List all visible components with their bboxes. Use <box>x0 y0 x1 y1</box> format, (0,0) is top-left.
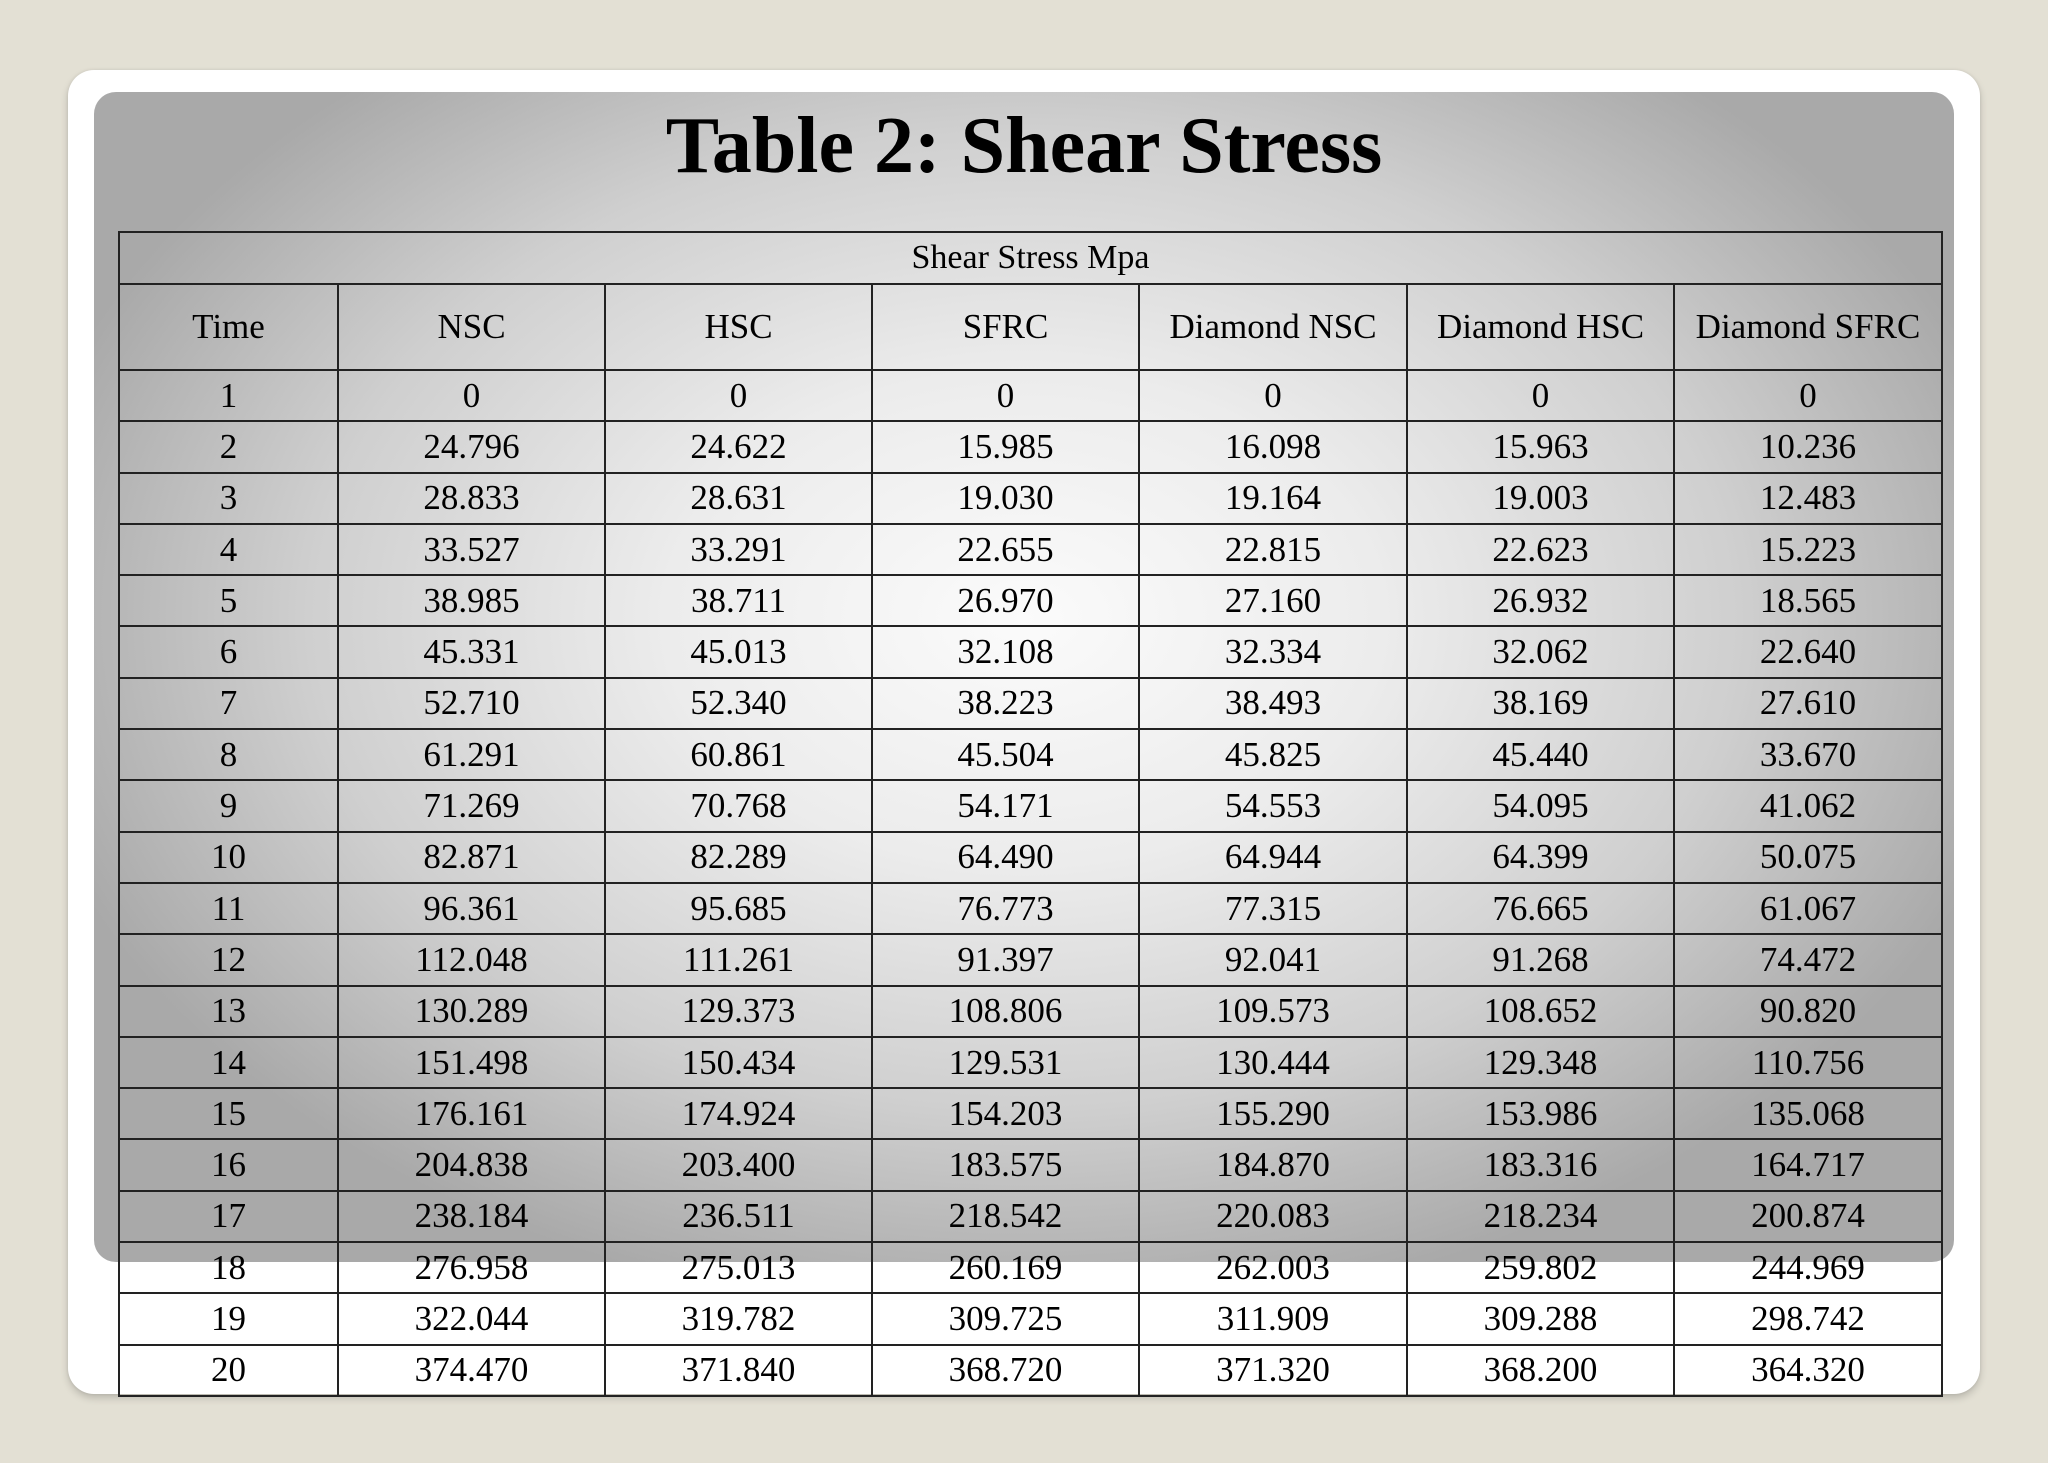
table-row <box>119 934 1942 985</box>
value-cell: 154.203 <box>872 1088 1139 1139</box>
group-header-cell: Shear Stress Mpa <box>119 232 1942 284</box>
value-cell: 109.573 <box>1139 986 1407 1037</box>
value-cell: 74.472 <box>1674 934 1942 985</box>
value-cell: 33.527 <box>338 524 605 575</box>
table-row <box>119 986 1942 1037</box>
value-cell: 52.710 <box>338 678 605 729</box>
value-cell: 45.825 <box>1139 729 1407 780</box>
value-cell: 18.565 <box>1674 575 1942 626</box>
value-cell: 96.361 <box>338 883 605 934</box>
time-cell: 13 <box>119 986 338 1037</box>
value-cell: 309.725 <box>872 1293 1139 1344</box>
value-cell: 76.773 <box>872 883 1139 934</box>
table-row <box>119 1037 1942 1088</box>
value-cell: 183.575 <box>872 1139 1139 1190</box>
value-cell: 24.796 <box>338 421 605 472</box>
table-row <box>119 832 1942 883</box>
value-cell: 374.470 <box>338 1345 605 1396</box>
time-cell: 8 <box>119 729 338 780</box>
value-cell: 108.806 <box>872 986 1139 1037</box>
value-cell: 276.958 <box>338 1242 605 1293</box>
value-cell: 364.320 <box>1674 1345 1942 1396</box>
value-cell: 45.504 <box>872 729 1139 780</box>
value-cell: 27.160 <box>1139 575 1407 626</box>
value-cell: 322.044 <box>338 1293 605 1344</box>
value-cell: 309.288 <box>1407 1293 1674 1344</box>
value-cell: 130.444 <box>1139 1037 1407 1088</box>
time-cell: 7 <box>119 678 338 729</box>
table-row <box>119 678 1942 729</box>
value-cell: 32.334 <box>1139 626 1407 677</box>
time-cell: 10 <box>119 832 338 883</box>
value-cell: 220.083 <box>1139 1191 1407 1242</box>
time-cell: 3 <box>119 473 338 524</box>
shear-stress-table <box>118 231 1943 1397</box>
value-cell: 203.400 <box>605 1139 872 1190</box>
value-cell: 28.631 <box>605 473 872 524</box>
value-cell: 19.003 <box>1407 473 1674 524</box>
column-header: Diamond NSC <box>1139 284 1407 370</box>
value-cell: 28.833 <box>338 473 605 524</box>
value-cell: 260.169 <box>872 1242 1139 1293</box>
value-cell: 95.685 <box>605 883 872 934</box>
value-cell: 15.985 <box>872 421 1139 472</box>
value-cell: 371.320 <box>1139 1345 1407 1396</box>
value-cell: 176.161 <box>338 1088 605 1139</box>
value-cell: 19.164 <box>1139 473 1407 524</box>
time-cell: 2 <box>119 421 338 472</box>
value-cell: 0 <box>872 370 1139 421</box>
table-row <box>119 626 1942 677</box>
time-cell: 15 <box>119 1088 338 1139</box>
value-cell: 151.498 <box>338 1037 605 1088</box>
value-cell: 32.108 <box>872 626 1139 677</box>
value-cell: 150.434 <box>605 1037 872 1088</box>
value-cell: 38.985 <box>338 575 605 626</box>
table-row <box>119 1139 1942 1190</box>
value-cell: 0 <box>1407 370 1674 421</box>
page-title: Table 2: Shear Stress <box>665 102 1383 190</box>
value-cell: 200.874 <box>1674 1191 1942 1242</box>
value-cell: 71.269 <box>338 780 605 831</box>
table-row <box>119 780 1942 831</box>
value-cell: 129.531 <box>872 1037 1139 1088</box>
value-cell: 77.315 <box>1139 883 1407 934</box>
value-cell: 64.944 <box>1139 832 1407 883</box>
value-cell: 82.289 <box>605 832 872 883</box>
value-cell: 110.756 <box>1674 1037 1942 1088</box>
table-row <box>119 524 1942 575</box>
value-cell: 111.261 <box>605 934 872 985</box>
value-cell: 54.553 <box>1139 780 1407 831</box>
time-cell: 20 <box>119 1345 338 1396</box>
value-cell: 38.493 <box>1139 678 1407 729</box>
value-cell: 41.062 <box>1674 780 1942 831</box>
time-cell: 18 <box>119 1242 338 1293</box>
value-cell: 45.331 <box>338 626 605 677</box>
value-cell: 298.742 <box>1674 1293 1942 1344</box>
value-cell: 112.048 <box>338 934 605 985</box>
value-cell: 108.652 <box>1407 986 1674 1037</box>
column-header: SFRC <box>872 284 1139 370</box>
value-cell: 24.622 <box>605 421 872 472</box>
table-row <box>119 1088 1942 1139</box>
value-cell: 12.483 <box>1674 473 1942 524</box>
value-cell: 38.711 <box>605 575 872 626</box>
table-row <box>119 1191 1942 1242</box>
column-header: NSC <box>338 284 605 370</box>
value-cell: 184.870 <box>1139 1139 1407 1190</box>
value-cell: 174.924 <box>605 1088 872 1139</box>
value-cell: 15.223 <box>1674 524 1942 575</box>
value-cell: 60.861 <box>605 729 872 780</box>
value-cell: 129.348 <box>1407 1037 1674 1088</box>
value-cell: 22.623 <box>1407 524 1674 575</box>
value-cell: 38.169 <box>1407 678 1674 729</box>
column-header-row <box>119 284 1942 370</box>
table-row <box>119 883 1942 934</box>
value-cell: 135.068 <box>1674 1088 1942 1139</box>
table-row <box>119 729 1942 780</box>
column-header: Diamond SFRC <box>1674 284 1942 370</box>
table-body <box>119 370 1942 1396</box>
value-cell: 27.610 <box>1674 678 1942 729</box>
table-row <box>119 1293 1942 1344</box>
time-cell: 5 <box>119 575 338 626</box>
value-cell: 368.200 <box>1407 1345 1674 1396</box>
value-cell: 22.655 <box>872 524 1139 575</box>
time-cell: 4 <box>119 524 338 575</box>
value-cell: 130.289 <box>338 986 605 1037</box>
value-cell: 238.184 <box>338 1191 605 1242</box>
column-header: HSC <box>605 284 872 370</box>
time-cell: 1 <box>119 370 338 421</box>
value-cell: 54.171 <box>872 780 1139 831</box>
table-row <box>119 370 1942 421</box>
table-row <box>119 421 1942 472</box>
column-header: Time <box>119 284 338 370</box>
value-cell: 129.373 <box>605 986 872 1037</box>
value-cell: 19.030 <box>872 473 1139 524</box>
value-cell: 371.840 <box>605 1345 872 1396</box>
value-cell: 0 <box>605 370 872 421</box>
value-cell: 311.909 <box>1139 1293 1407 1344</box>
value-cell: 50.075 <box>1674 832 1942 883</box>
value-cell: 262.003 <box>1139 1242 1407 1293</box>
value-cell: 236.511 <box>605 1191 872 1242</box>
table-row <box>119 473 1942 524</box>
value-cell: 52.340 <box>605 678 872 729</box>
value-cell: 64.490 <box>872 832 1139 883</box>
value-cell: 164.717 <box>1674 1139 1942 1190</box>
group-header-row <box>119 232 1942 284</box>
value-cell: 319.782 <box>605 1293 872 1344</box>
time-cell: 17 <box>119 1191 338 1242</box>
time-cell: 16 <box>119 1139 338 1190</box>
value-cell: 33.670 <box>1674 729 1942 780</box>
value-cell: 368.720 <box>872 1345 1139 1396</box>
value-cell: 26.932 <box>1407 575 1674 626</box>
time-cell: 12 <box>119 934 338 985</box>
value-cell: 218.542 <box>872 1191 1139 1242</box>
value-cell: 61.291 <box>338 729 605 780</box>
column-header: Diamond HSC <box>1407 284 1674 370</box>
value-cell: 45.013 <box>605 626 872 677</box>
value-cell: 204.838 <box>338 1139 605 1190</box>
value-cell: 10.236 <box>1674 421 1942 472</box>
value-cell: 54.095 <box>1407 780 1674 831</box>
value-cell: 22.640 <box>1674 626 1942 677</box>
time-cell: 6 <box>119 626 338 677</box>
value-cell: 0 <box>1139 370 1407 421</box>
value-cell: 90.820 <box>1674 986 1942 1037</box>
value-cell: 91.397 <box>872 934 1139 985</box>
value-cell: 275.013 <box>605 1242 872 1293</box>
table-row <box>119 1345 1942 1396</box>
value-cell: 16.098 <box>1139 421 1407 472</box>
value-cell: 61.067 <box>1674 883 1942 934</box>
value-cell: 92.041 <box>1139 934 1407 985</box>
value-cell: 33.291 <box>605 524 872 575</box>
value-cell: 218.234 <box>1407 1191 1674 1242</box>
value-cell: 38.223 <box>872 678 1139 729</box>
value-cell: 153.986 <box>1407 1088 1674 1139</box>
time-cell: 14 <box>119 1037 338 1088</box>
table-row <box>119 1242 1942 1293</box>
value-cell: 22.815 <box>1139 524 1407 575</box>
value-cell: 259.802 <box>1407 1242 1674 1293</box>
time-cell: 11 <box>119 883 338 934</box>
value-cell: 26.970 <box>872 575 1139 626</box>
value-cell: 82.871 <box>338 832 605 883</box>
value-cell: 0 <box>1674 370 1942 421</box>
value-cell: 45.440 <box>1407 729 1674 780</box>
table-row <box>119 575 1942 626</box>
value-cell: 244.969 <box>1674 1242 1942 1293</box>
value-cell: 70.768 <box>605 780 872 831</box>
value-cell: 91.268 <box>1407 934 1674 985</box>
value-cell: 0 <box>338 370 605 421</box>
value-cell: 15.963 <box>1407 421 1674 472</box>
value-cell: 32.062 <box>1407 626 1674 677</box>
time-cell: 9 <box>119 780 338 831</box>
value-cell: 155.290 <box>1139 1088 1407 1139</box>
value-cell: 183.316 <box>1407 1139 1674 1190</box>
value-cell: 76.665 <box>1407 883 1674 934</box>
time-cell: 19 <box>119 1293 338 1344</box>
value-cell: 64.399 <box>1407 832 1674 883</box>
